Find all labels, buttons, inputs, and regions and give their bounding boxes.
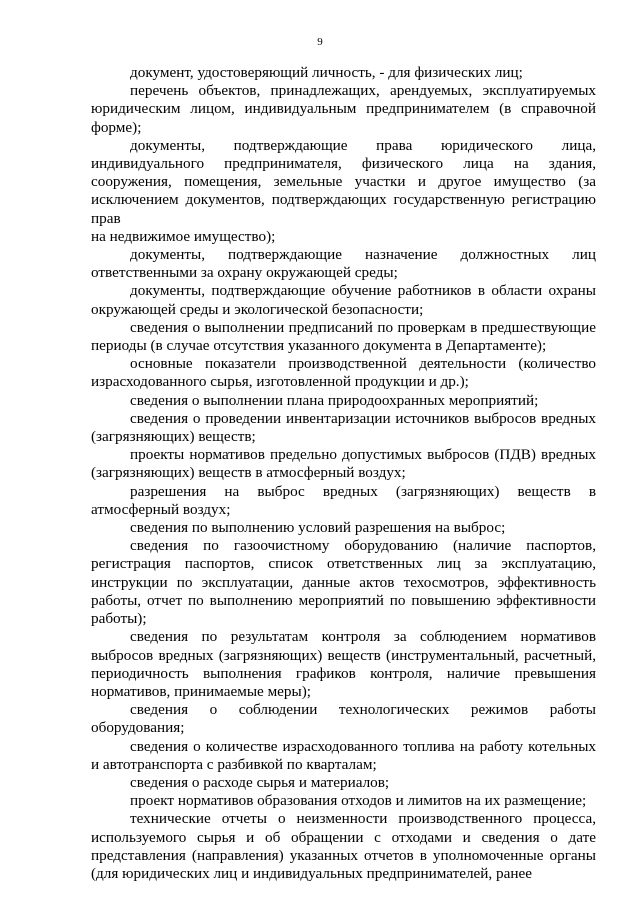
paragraph-raw-materials: сведения о расходе сырья и материалов;	[130, 773, 390, 791]
paragraph-staff-training: документы, подтверждающие обучение работников в области охраны окружающей среды и экологической безопасности;	[91, 282, 596, 318]
paragraph-emission-control-results: сведения по результатам контроля за соблюдением нормативов выбросов вредных (загрязняющих) веществ (инструментальный, расчетный, периодичность выполнения графиков контроля, наличие превышения нормативов, принимаемые меры);	[91, 628, 596, 700]
paragraph-identity-document: документ, удостоверяющий личность, - для физических лиц;	[130, 64, 523, 81]
paragraph-fuel-consumption: сведения о количестве израсходованного топлива на работу котельных и автотранспорта с разбивкой по кварталам;	[91, 737, 596, 773]
paragraph-previous-inspections: сведения о выполнении предписаний по проверкам в предшествующие периоды (в случае отсутствия указанного документа в Департаменте);	[91, 318, 596, 355]
page-number: 9	[317, 36, 323, 48]
paragraph-gas-cleaning-equipment: сведения по газоочистному оборудованию (наличие паспортов, регистрация паспортов, список ответственных лиц за эксплуатацию, инструкции по эксплуатации, данные актов техосмотров, эффективность работы, отчет по выполнению мероприятий по повышению эффективности работы);	[91, 537, 596, 628]
paragraph-production-indicators: основные показатели производственной деятельности (количество израсходованного сырья, изготовленной продукции и др.);	[91, 355, 596, 391]
paragraph-permit-compliance: сведения по выполнению условий разрешения на выброс;	[130, 519, 506, 537]
paragraph-emission-inventory: сведения о проведении инвентаризации источников выбросов вредных (загрязняющих) веществ;	[91, 409, 596, 446]
paragraph-pdv-projects: проекты нормативов предельно допустимых выбросов (ПДВ) вредных (загрязняющих) веществ в атмосферный воздух;	[91, 446, 596, 482]
paragraph-ownership-documents-continued: на недвижимое имущество);	[91, 227, 276, 245]
paragraph-objects-list: перечень объектов, принадлежащих, арендуемых, эксплуатируемых юридическим лицом, индивидуальным предпринимателем (в справочной форме);	[91, 82, 596, 136]
paragraph-ownership-documents: документы, подтверждающие права юридического лица, индивидуального предпринимателя, физического лица на здания, сооружения, помещения, земельные участки и другое имущество (за исключением документов, подтверждающих государственную регистрацию прав	[91, 136, 596, 227]
paragraph-responsible-officials: документы, подтверждающие назначение должностных лиц ответственными за охрану окружающей среды;	[91, 246, 596, 282]
paragraph-technological-modes: сведения о соблюдении технологических режимов работы оборудования;	[91, 701, 596, 737]
paragraph-environmental-plan: сведения о выполнении плана природоохранных мероприятий;	[130, 391, 539, 409]
document-body	[91, 64, 596, 883]
paragraph-emission-permits: разрешения на выброс вредных (загрязняющих) веществ в атмосферный воздух;	[91, 482, 596, 518]
paragraph-waste-norms: проект нормативов образования отходов и лимитов на их размещение;	[130, 792, 587, 810]
paragraph-technical-reports: технические отчеты о неизменности производственного процесса, используемого сырья и об обращении с отходами и сведения о дате представления (направления) указанных отчетов в уполномоченные органы (для юридических лиц и индивидуальных предпринимателей, ранее	[91, 810, 596, 882]
